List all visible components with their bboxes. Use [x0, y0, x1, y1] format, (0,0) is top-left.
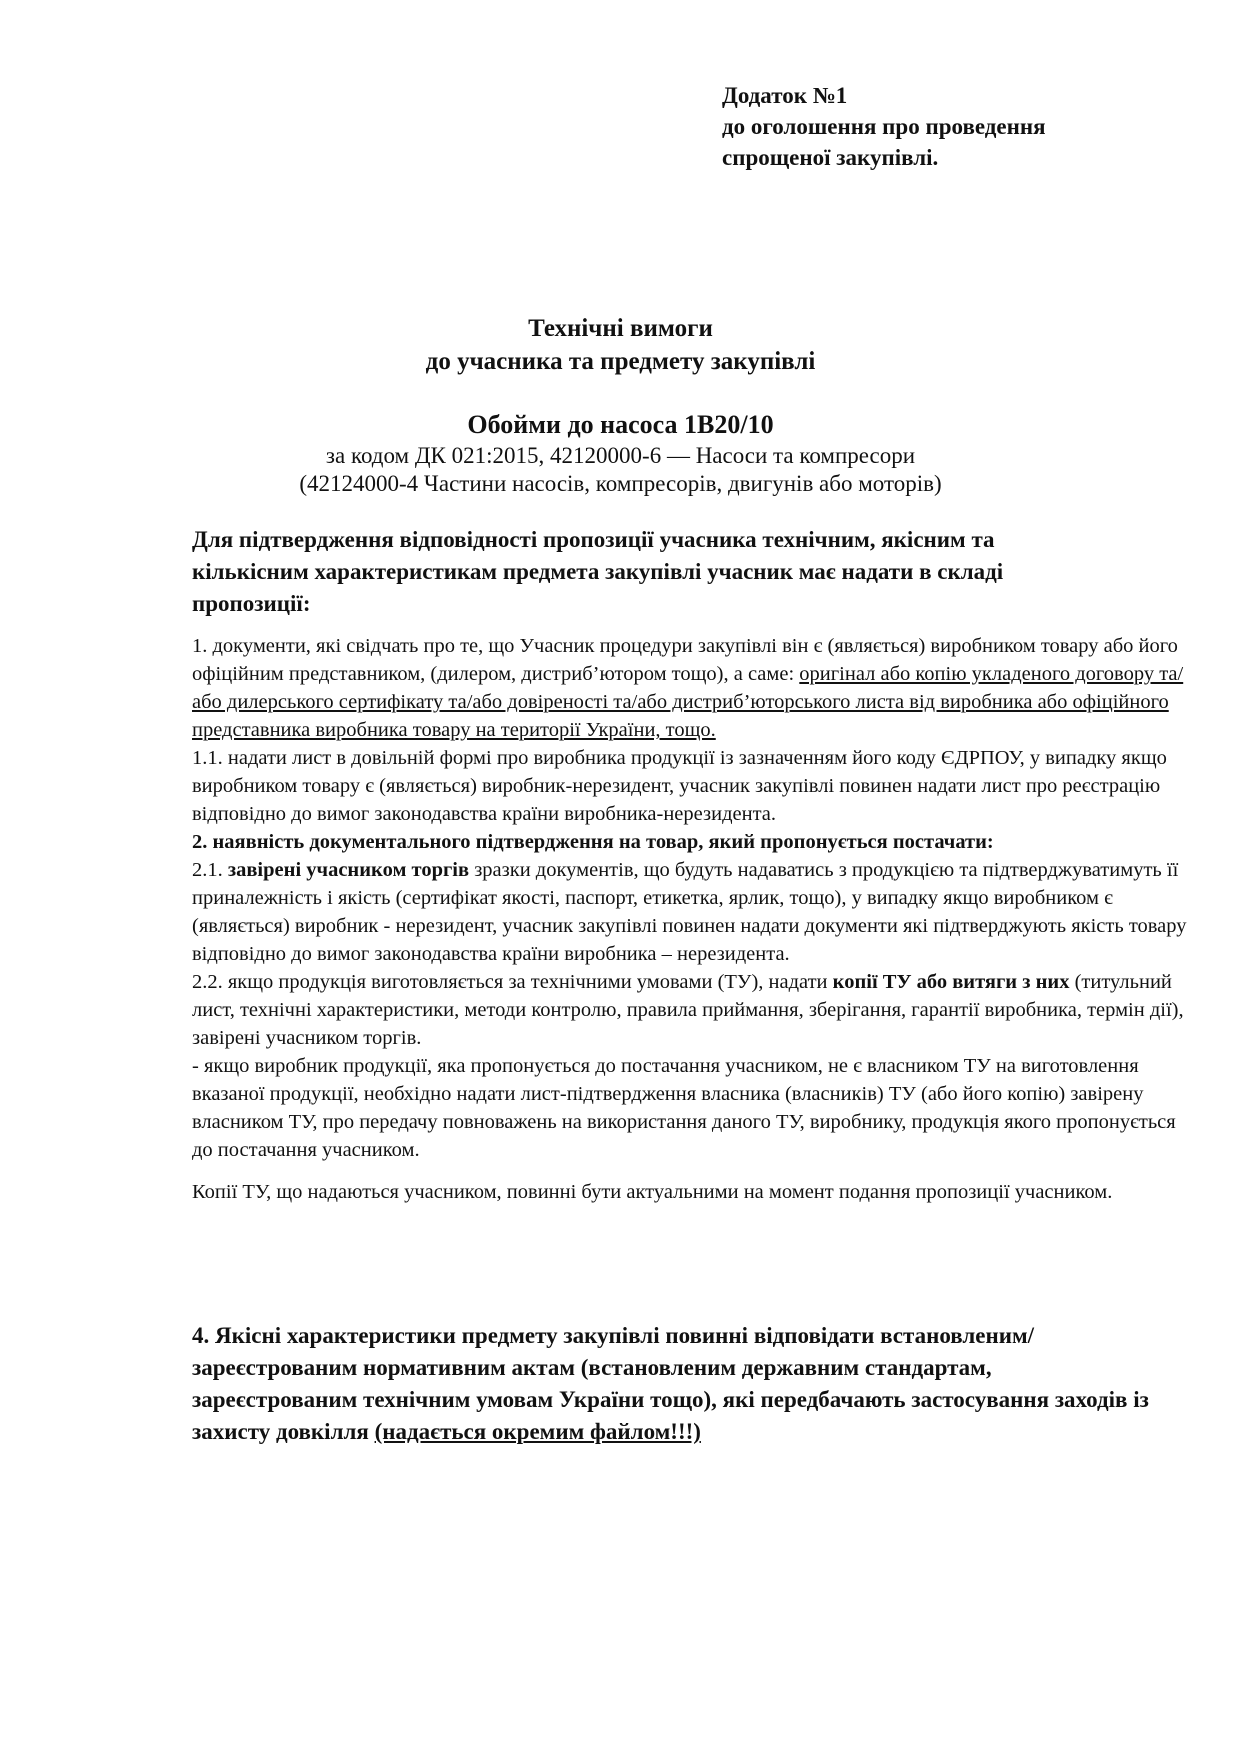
item-2-1-text: зразки документів, що будуть надаватись з продукцією та підтверджуватимуть її приналежність і якість (сертифікат якості, паспорт, етикетка, ярлик, тощо), у випадку якщо виробником є (являється) виробник - нерезидент, учасник закупівлі повинен надати документи які підтверджують якість товару відповідно до вимог законодавства країни виробника – нерезидента. — [192, 859, 1187, 965]
item-2-2-text: (титульний лист, технічні характеристики, методи контролю, правила приймання, зберігання, гарантії виробника, термін дії), завірені учасником торгів. — [192, 971, 1184, 1049]
annex-line-3: спрощеної закупівлі. — [722, 145, 939, 170]
section-4-underlined: (надається окремим файлом!!!) — [374, 1419, 701, 1444]
product-code-line-1: за кодом ДК 021:2015, 42120000-6 — Насоси та компресори — [325, 443, 916, 468]
item-2-2-bold: копії ТУ або витяги з них — [832, 971, 1070, 993]
item-2-2-prefix: 2.2. якщо продукція виготовляється за технічними умовами (ТУ), надати — [192, 971, 833, 993]
requirements-body — [192, 632, 1192, 1206]
item-2-1-prefix: 2.1. — [192, 859, 228, 881]
item-1-text: 1. документи, які свідчать про те, що Учасник процедури закупівлі він є (являється) виробником товару або його офіційним представником, (дилером, дистриб’ютором тощо), а саме: — [192, 635, 1178, 685]
item-2-3: - якщо виробник продукції, яка пропонується до постачання учасником, не є власником ТУ на виготовлення вказаної продукції, необхідно надати лист-підтвердження власника (власників) ТУ (або його копію) завірену власником ТУ, про передачу повноважень на використання даного ТУ, виробнику, продукція якого пропонується до постачання учасником. — [192, 1055, 1176, 1161]
item-3: Копії ТУ, що надаються учасником, повинні бути актуальними на момент подання пропозиції учасником. — [192, 1181, 1113, 1203]
title-line-1: Технічні вимоги — [528, 315, 713, 342]
annex-header — [722, 80, 1046, 173]
item-2-2 — [192, 968, 1192, 1052]
title-line-2: до учасника та предмету закупівлі — [425, 348, 816, 375]
section-4-text: 4. Якісні характеристики предмету закупівлі повинні відповідати встановленим/зареєстрованим нормативним актам (встановленим державним стандартам, зареєстрованим технічним умовам України тощо), які передбачають застосування заходів із захисту довкілля — [192, 1323, 1149, 1444]
document-title — [0, 312, 1241, 378]
product-heading — [0, 408, 1241, 498]
item-2-heading: 2. наявність документального підтвердження на товар, який пропонується постачати: — [192, 831, 994, 853]
product-code-line-2: (42124000-4 Частини насосів, компресорів, двигунів або моторів) — [299, 471, 942, 496]
item-1-underlined: оригінал або копію укладеного договору та/або дилерського сертифікату та/або довіреності та/або дистриб’юторського листа від виробника або офіційного представника виробника товару на території України, тощо. — [192, 663, 1184, 741]
intro-paragraph: Для підтвердження відповідності пропозиції учасника технічним, якісним та кількісним характеристикам предмета закупівлі учасник має надати в складі пропозиції: — [192, 527, 1004, 616]
item-1-1: 1.1. надати лист в довільній формі про виробника продукції із зазначенням його коду ЄДРПОУ, у випадку якщо виробником товару є (являється) виробник-нерезидент, учасник закупівлі повинен надати лист про реєстрацію відповідно до вимог законодавства країни виробника-нерезидента. — [192, 747, 1167, 825]
section-4 — [192, 1320, 1152, 1448]
item-1 — [192, 632, 1192, 744]
item-2-1-bold: завірені учасником торгів — [227, 859, 470, 881]
annex-line-2: до оголошення про проведення — [722, 114, 1046, 139]
product-name: Обойми до насоса 1В20/10 — [467, 410, 774, 439]
item-2-1 — [192, 856, 1192, 968]
annex-line-1: Додаток №1 — [722, 83, 848, 108]
